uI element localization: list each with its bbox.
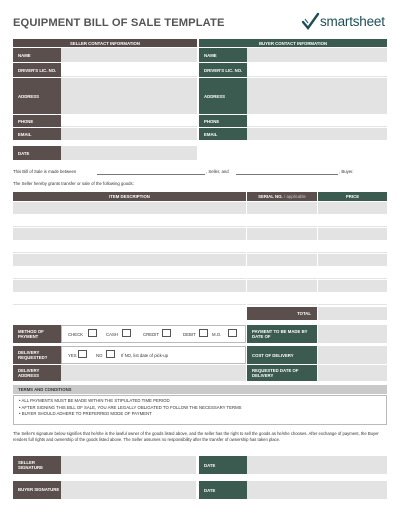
delivery-cost-field[interactable] — [318, 346, 387, 364]
buyer-address-label: ADDRESS — [199, 78, 247, 114]
seller-address-field[interactable] — [61, 78, 197, 114]
seller-name-field[interactable] — [61, 48, 197, 62]
check-logo-icon — [301, 11, 321, 33]
buyer-email-field[interactable] — [247, 128, 387, 140]
delivery-cost-label: COST OF DELIVERY — [247, 346, 317, 364]
table-row[interactable] — [13, 267, 387, 279]
seller-phone-field[interactable] — [61, 115, 197, 127]
buyer-signature-date-field[interactable] — [247, 481, 387, 499]
buyer-phone-field[interactable] — [247, 115, 387, 127]
serial-applicable-note: / applicable — [284, 194, 306, 199]
buyer-phone-label: PHONE — [199, 115, 247, 127]
seller-name-line[interactable] — [97, 174, 205, 175]
delivery-address-label: DELIVERY ADDRESS — [13, 365, 61, 381]
statement-buyer-suffix: , Buyer. — [339, 169, 354, 174]
buyer-signature-field[interactable] — [61, 481, 196, 499]
buyer-email-label: EMAIL — [199, 128, 247, 140]
buyer-address-field[interactable] — [247, 78, 387, 114]
table-row[interactable] — [13, 280, 387, 292]
seller-license-label: DRIVER'S LIC. NO. — [13, 63, 61, 77]
buyer-signature-date-label: DATE — [199, 481, 247, 499]
statement-seller-suffix: , Seller, and — [206, 169, 229, 174]
delivery-yes-checkbox[interactable] — [78, 350, 87, 358]
seller-email-field[interactable] — [61, 128, 197, 140]
terms-header: TERMS AND CONDITIONS — [13, 385, 387, 394]
seller-phone-label: PHONE — [13, 115, 61, 127]
buyer-name-line[interactable] — [236, 174, 338, 175]
total-field[interactable] — [318, 307, 387, 320]
brand-name: smartsheet — [320, 14, 385, 29]
table-row[interactable] — [13, 293, 387, 305]
seller-license-field[interactable] — [61, 63, 197, 77]
seller-contact-header: SELLER CONTACT INFORMATION — [13, 39, 197, 47]
serial-number-label: SERIAL NO. — [258, 194, 283, 199]
option-debit-label: DEBIT — [183, 332, 196, 337]
seller-name-label: NAME — [13, 48, 61, 62]
cash-checkbox[interactable] — [122, 329, 131, 337]
payment-date-field[interactable] — [318, 325, 387, 343]
item-description-header: ITEM DESCRIPTION — [13, 192, 246, 201]
seller-date-label: DATE — [13, 146, 61, 160]
seller-signature-label: SELLER SIGNATURE — [13, 456, 61, 474]
payment-method-label: METHOD OF PAYMENT — [13, 325, 61, 343]
option-check-label: CHECK — [68, 332, 84, 337]
seller-date-field[interactable] — [61, 146, 197, 160]
smartsheet-logo — [301, 11, 391, 35]
payment-by-date-label: PAYMENT TO BE MADE BY DATE OF — [247, 325, 317, 343]
option-cash-label: CASH — [106, 332, 118, 337]
delivery-no-label: NO — [96, 353, 103, 358]
debit-checkbox[interactable] — [199, 329, 208, 337]
terms-item: • BUYER SHOULD ADHERE TO PREFERRED MODE OF PAYMENT — [19, 411, 152, 417]
terms-item: • AFTER SIGNING THIS BILL OF SALE, YOU ARE LEGALLY OBLIGATED TO FOLLOW THE NECESSARY TERMS — [19, 404, 242, 410]
price-header: PRICE — [318, 192, 387, 201]
option-mo-label: M.O. — [212, 332, 222, 337]
table-row[interactable] — [13, 202, 387, 214]
table-row[interactable] — [13, 215, 387, 227]
pickup-date-note: If NO, list date of pick-up — [121, 353, 169, 358]
table-row[interactable] — [13, 241, 387, 253]
buyer-name-field[interactable] — [247, 48, 387, 62]
delivery-address-field[interactable] — [61, 365, 246, 381]
total-label: TOTAL — [247, 307, 317, 320]
serial-number-header — [247, 192, 317, 201]
statement-between: This Bill of Sale is made between — [13, 169, 77, 174]
seller-signature-date-field[interactable] — [247, 456, 387, 474]
buyer-contact-header: BUYER CONTACT INFORMATION — [199, 39, 387, 47]
page-title: EQUIPMENT BILL OF SALE TEMPLATE — [13, 17, 225, 29]
seller-address-label: ADDRESS — [13, 78, 61, 114]
option-credit-label: CREDIT — [143, 332, 159, 337]
signature-statement: The Seller's signature below signifies that he/she is the lawful owner of the goods listed above, and the seller has the right to sell the goods as he/she chooses. After exchange of payment, the Buyer renders full rights and ownership of the goods listed above. The Seller assumes no responsibility after the transfer of ownership has taken place. — [13, 431, 379, 442]
buyer-license-field[interactable] — [247, 63, 387, 77]
requested-delivery-date-label: REQUESTED DATE OF DELIVERY — [247, 365, 317, 381]
table-row[interactable] — [13, 254, 387, 266]
buyer-name-label: NAME — [199, 48, 247, 62]
table-row[interactable] — [13, 228, 387, 240]
mo-checkbox[interactable] — [228, 329, 237, 337]
buyer-license-label: DRIVER'S LIC. NO. — [199, 63, 247, 77]
check-checkbox[interactable] — [88, 329, 97, 337]
delivery-no-checkbox[interactable] — [106, 350, 115, 358]
delivery-yes-label: YES — [68, 353, 77, 358]
buyer-signature-label: BUYER SIGNATURE — [13, 481, 61, 499]
delivery-requested-label: DELIVERY REQUESTED? — [13, 346, 61, 364]
seller-email-label: EMAIL — [13, 128, 61, 140]
seller-signature-date-label: DATE — [199, 456, 247, 474]
terms-item: • ALL PAYMENTS MUST BE MADE WITHIN THE STIPULATED TIME PERIOD — [19, 398, 170, 403]
terms-list — [19, 398, 242, 418]
credit-checkbox[interactable] — [162, 329, 171, 337]
seller-signature-field[interactable] — [61, 456, 196, 474]
requested-delivery-date-field[interactable] — [318, 365, 387, 381]
statement-grants: The Seller hereby grants transfer or sale of the following goods: — [13, 181, 134, 186]
